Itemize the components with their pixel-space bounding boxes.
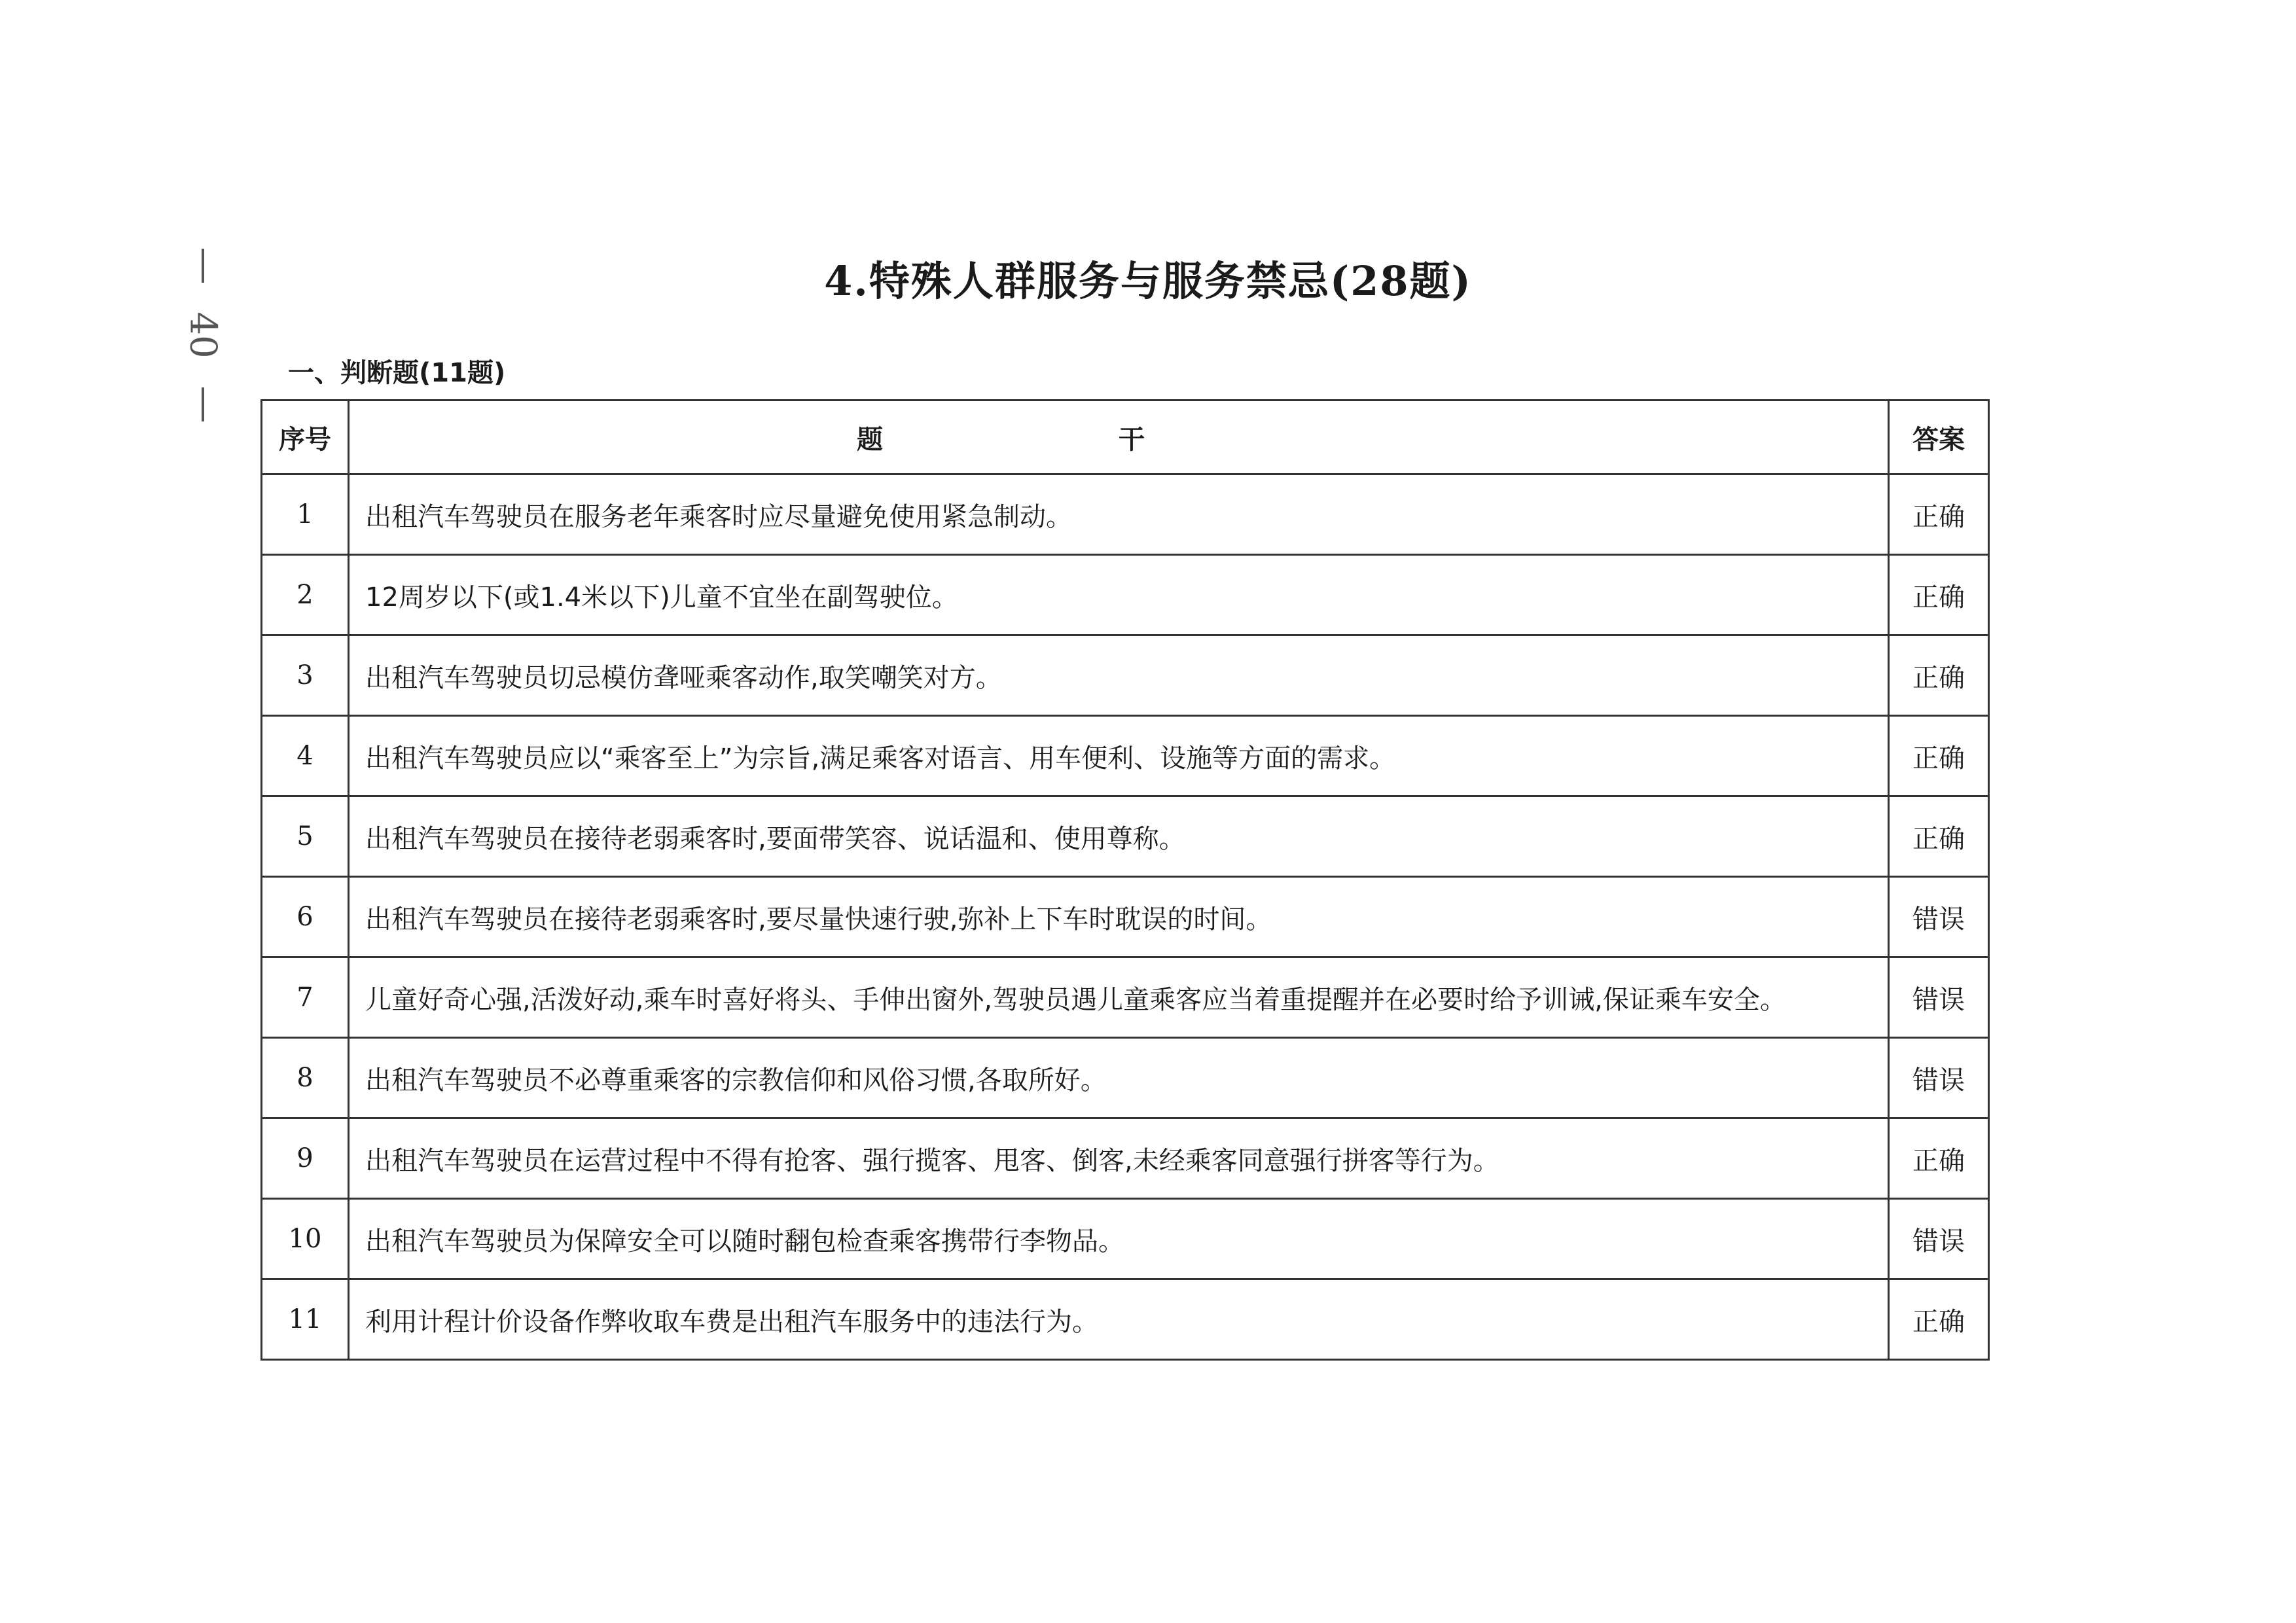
row-stem: 出租汽车驾驶员在服务老年乘客时应尽量避免使用紧急制动。 <box>349 474 1889 555</box>
row-answer: 错误 <box>1889 877 1989 957</box>
page-number-dash-bottom <box>202 387 204 421</box>
row-stem: 儿童好奇心强,活泼好动,乘车时喜好将头、手伸出窗外,驾驶员遇儿童乘客应当着重提醒并在必要时给予训诫,保证乘车安全。 <box>349 957 1889 1038</box>
row-answer: 正确 <box>1889 1118 1989 1199</box>
row-answer: 正确 <box>1889 555 1989 635</box>
row-seq: 1 <box>262 474 349 555</box>
row-seq: 10 <box>262 1199 349 1279</box>
row-seq: 9 <box>262 1118 349 1199</box>
header-answer: 答案 <box>1889 401 1989 474</box>
table-row <box>262 635 1989 716</box>
table-row <box>262 1118 1989 1199</box>
table-row <box>262 957 1989 1038</box>
row-seq: 11 <box>262 1279 349 1360</box>
table-row <box>262 796 1989 877</box>
table-row <box>262 1038 1989 1118</box>
table-row <box>262 716 1989 796</box>
row-seq: 5 <box>262 796 349 877</box>
row-seq: 7 <box>262 957 349 1038</box>
row-stem: 出租汽车驾驶员不必尊重乘客的宗教信仰和风俗习惯,各取所好。 <box>349 1038 1889 1118</box>
row-answer: 错误 <box>1889 1038 1989 1118</box>
table-row <box>262 1279 1989 1360</box>
row-seq: 8 <box>262 1038 349 1118</box>
row-stem: 12周岁以下(或1.4米以下)儿童不宜坐在副驾驶位。 <box>349 555 1889 635</box>
row-stem: 出租汽车驾驶员在接待老弱乘客时,要面带笑容、说话温和、使用尊称。 <box>349 796 1889 877</box>
row-stem: 出租汽车驾驶员切忌模仿聋哑乘客动作,取笑嘲笑对方。 <box>349 635 1889 716</box>
table-row <box>262 1199 1989 1279</box>
row-stem: 利用计程计价设备作弊收取车费是出租汽车服务中的违法行为。 <box>349 1279 1889 1360</box>
row-seq: 6 <box>262 877 349 957</box>
table-header-row <box>262 401 1989 474</box>
table-row <box>262 474 1989 555</box>
page-number: 40 <box>181 312 224 359</box>
row-stem: 出租汽车驾驶员在运营过程中不得有抢客、强行揽客、甩客、倒客,未经乘客同意强行拼客等行为。 <box>349 1118 1889 1199</box>
row-answer: 正确 <box>1889 474 1989 555</box>
row-stem: 出租汽车驾驶员应以“乘客至上”为宗旨,满足乘客对语言、用车便利、设施等方面的需求。 <box>349 716 1889 796</box>
row-answer: 正确 <box>1889 1279 1989 1360</box>
row-stem: 出租汽车驾驶员在接待老弱乘客时,要尽量快速行驶,弥补上下车时耽误的时间。 <box>349 877 1889 957</box>
row-stem: 出租汽车驾驶员为保障安全可以随时翻包检查乘客携带行李物品。 <box>349 1199 1889 1279</box>
row-answer: 错误 <box>1889 957 1989 1038</box>
document-title: 4.特殊人群服务与服务禁忌(28题) <box>824 257 1472 305</box>
table-row <box>262 555 1989 635</box>
section-heading: 一、判断题(11题) <box>288 358 506 388</box>
row-answer: 正确 <box>1889 796 1989 877</box>
row-seq: 2 <box>262 555 349 635</box>
row-answer: 错误 <box>1889 1199 1989 1279</box>
row-seq: 3 <box>262 635 349 716</box>
question-table <box>260 399 1990 1361</box>
row-answer: 正确 <box>1889 635 1989 716</box>
header-seq: 序号 <box>262 401 349 474</box>
table-row <box>262 877 1989 957</box>
header-stem: 题干 <box>349 401 1889 474</box>
row-seq: 4 <box>262 716 349 796</box>
row-answer: 正确 <box>1889 716 1989 796</box>
